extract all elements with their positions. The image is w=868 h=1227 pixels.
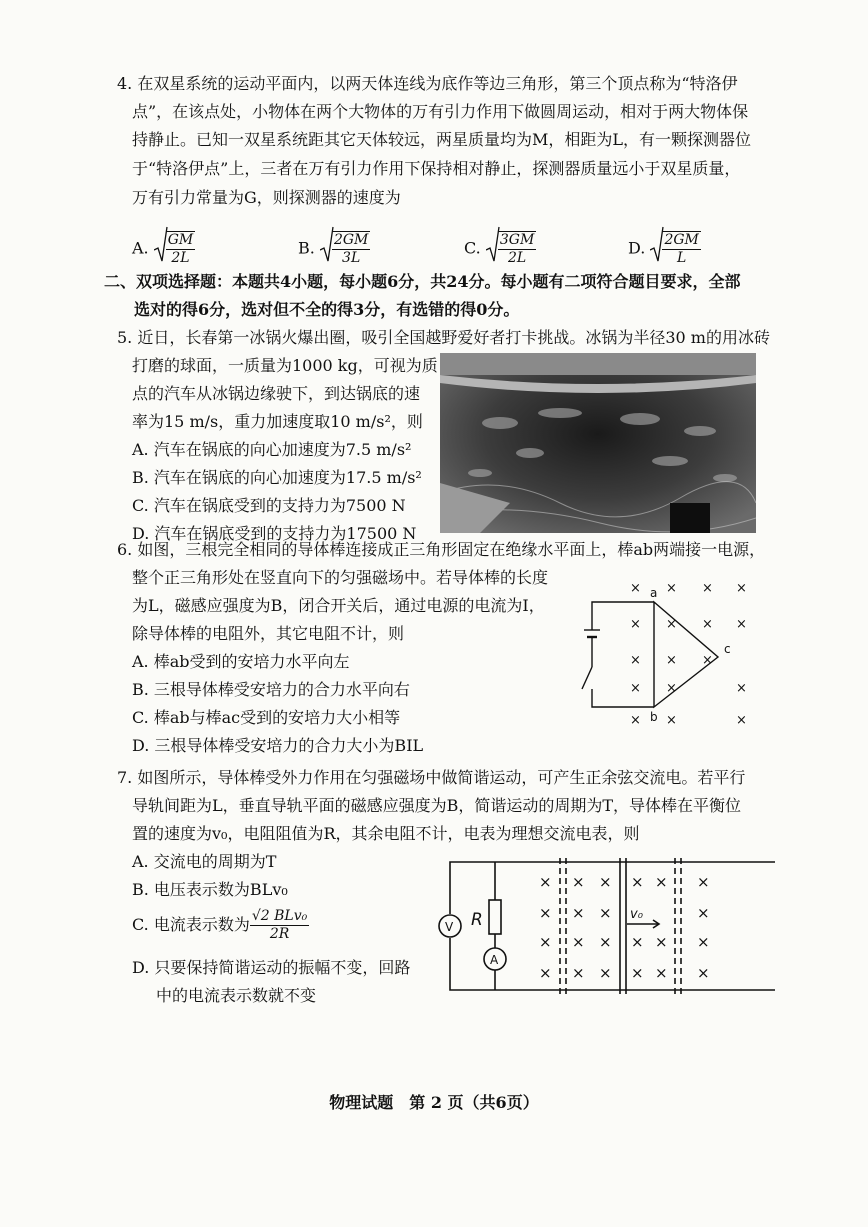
q6-line3: 为L，磁感应强度为B，闭合开关后，通过电源的电流为I， xyxy=(132,596,545,615)
q5-line4: 率为15 m/s，重力加速度取10 m/s²，则 xyxy=(132,412,423,431)
ammeter-label: A xyxy=(490,953,499,967)
field-x: × xyxy=(736,581,747,596)
q4-line5: 万有引力常量为G，则探测器的速度为 xyxy=(132,188,401,207)
field-x: × xyxy=(697,873,710,891)
voltmeter-label: V xyxy=(445,920,454,934)
section2-header-line2: 选对的得6分，选对但不全的得3分，有选错的得0分。 xyxy=(134,300,520,319)
q6-line4: 除导体棒的电阻外，其它电阻不计，则 xyxy=(132,624,405,643)
field-x: × xyxy=(539,904,552,922)
q4-option-d: D. $\frac{2GM}{L}$ xyxy=(628,226,701,272)
ice-pot-photo xyxy=(440,353,756,533)
field-x: × xyxy=(666,713,677,728)
field-x: × xyxy=(655,964,668,982)
q4-option-a: A. $\frac{GM}{2L}$ xyxy=(132,226,195,272)
q6-option-a: A. 棒ab受到的安培力水平向左 xyxy=(132,652,350,671)
field-x: × xyxy=(631,964,644,982)
q4-option-c: C. $\frac{3GM}{2L}$ xyxy=(464,226,536,272)
label-b: b xyxy=(650,710,658,724)
field-x: × xyxy=(736,617,747,632)
q7-line1: 7. 如图所示，导体棒受外力作用在匀强磁场中做简谐运动，可产生正余弦交流电。若平行 xyxy=(117,768,746,787)
q4-line1: 4. 在双星系统的运动平面内，以两天体连线为底作等边三角形，第三个顶点称为“特洛伊 xyxy=(117,74,738,93)
q4-line3: 持静止。已知一双星系统距其它天体较远，两星质量均为M，相距为L，有一颗探测器位 xyxy=(132,130,752,149)
field-x: × xyxy=(599,904,612,922)
field-x: × xyxy=(572,904,585,922)
q5-line2: 打磨的球面，一质量为1000 kg，可视为质 xyxy=(132,356,438,375)
field-x: × xyxy=(666,681,677,696)
q4-option-b: B. $\frac{2GM}{3L}$ xyxy=(298,226,370,272)
q4-line4: 于“特洛伊点”上，三者在万有引力作用下保持相对静止，探测器质量远小于双星质量， xyxy=(132,159,741,178)
q6-option-d: D. 三根导体棒受安培力的合力大小为BIL xyxy=(132,736,424,755)
q5-option-c: C. 汽车在锅底受到的支持力为7500 N xyxy=(132,496,406,515)
field-x: × xyxy=(572,964,585,982)
field-x: × xyxy=(539,873,552,891)
triangle-circuit-diagram xyxy=(570,575,770,735)
field-x: × xyxy=(599,933,612,951)
velocity-label: v₀ xyxy=(630,907,643,922)
field-x: × xyxy=(736,681,747,696)
field-x: × xyxy=(697,933,710,951)
q6-line1: 6. 如图，三根完全相同的导体棒连接成正三角形固定在绝缘水平面上，棒ab两端接一电源， xyxy=(117,540,766,559)
section2-header-line1: 二、双项选择题：本题共4小题，每小题6分，共24分。每小题有二项符合题目要求，全部 xyxy=(104,272,741,291)
field-x: × xyxy=(736,713,747,728)
q5-option-a: A. 汽车在锅底的向心加速度为7.5 m/s² xyxy=(132,440,412,459)
field-x: × xyxy=(655,873,668,891)
field-x: × xyxy=(599,873,612,891)
field-x: × xyxy=(630,713,641,728)
field-x: × xyxy=(599,964,612,982)
field-x: × xyxy=(630,681,641,696)
field-x: × xyxy=(655,933,668,951)
label-c: c xyxy=(724,642,731,656)
field-x: × xyxy=(697,904,710,922)
resistor-label: R xyxy=(471,910,483,930)
field-x: × xyxy=(702,653,713,668)
q7-option-d-line2: 中的电流表示数就不变 xyxy=(156,986,317,1005)
q6-option-b: B. 三根导体棒受安培力的合力水平向右 xyxy=(132,680,410,699)
q5-line3: 点的汽车从冰锅边缘驶下，到达锅底的速 xyxy=(132,384,421,403)
q7-option-d-line1: D. 只要保持简谐运动的振幅不变，回路 xyxy=(132,958,411,977)
rail-circuit-diagram xyxy=(435,852,780,997)
field-x: × xyxy=(666,653,677,668)
field-x: × xyxy=(702,581,713,596)
field-x: × xyxy=(572,933,585,951)
q5-option-b: B. 汽车在锅底的向心加速度为17.5 m/s² xyxy=(132,468,422,487)
label-a: a xyxy=(650,586,658,600)
field-x: × xyxy=(630,617,641,632)
field-x: × xyxy=(539,964,552,982)
q7-option-c: C. 电流表示数为 $\frac{\text{√2 BLv₀}}{2R}$ xyxy=(132,908,308,942)
field-x: × xyxy=(631,873,644,891)
field-x: × xyxy=(666,581,677,596)
field-x: × xyxy=(630,581,641,596)
q7-line2: 导轨间距为L，垂直导轨平面的磁感应强度为B，简谐运动的周期为T，导体棒在平衡位 xyxy=(132,796,742,815)
field-x: × xyxy=(572,873,585,891)
q7-option-a: A. 交流电的周期为T xyxy=(132,852,277,871)
q5-option-d: D. 汽车在锅底受到的支持力为17500 N xyxy=(132,524,417,543)
field-x: × xyxy=(630,653,641,668)
field-x: × xyxy=(666,617,677,632)
q7-line3: 置的速度为v₀，电阻阻值为R，其余电阻不计，电表为理想交流电表，则 xyxy=(132,824,640,843)
page-footer: 物理试题 第 2 页（共6页） xyxy=(329,1093,539,1112)
q4-line2: 点”，在该点处，小物体在两个大物体的万有引力作用下做圆周运动，相对于两大物体保 xyxy=(132,102,749,121)
q6-line2: 整个正三角形处在竖直向下的匀强磁场中。若导体棒的长度 xyxy=(132,568,549,587)
field-x: × xyxy=(539,933,552,951)
field-x: × xyxy=(697,964,710,982)
q7-option-b: B. 电压表示数为BLv₀ xyxy=(132,880,288,899)
field-x: × xyxy=(631,933,644,951)
q5-line1: 5. 近日，长春第一冰锅火爆出圈，吸引全国越野爱好者打卡挑战。冰锅为半径30 m的用冰砖 xyxy=(117,328,770,347)
field-x: × xyxy=(702,617,713,632)
q6-option-c: C. 棒ab与棒ac受到的安培力大小相等 xyxy=(132,708,401,727)
